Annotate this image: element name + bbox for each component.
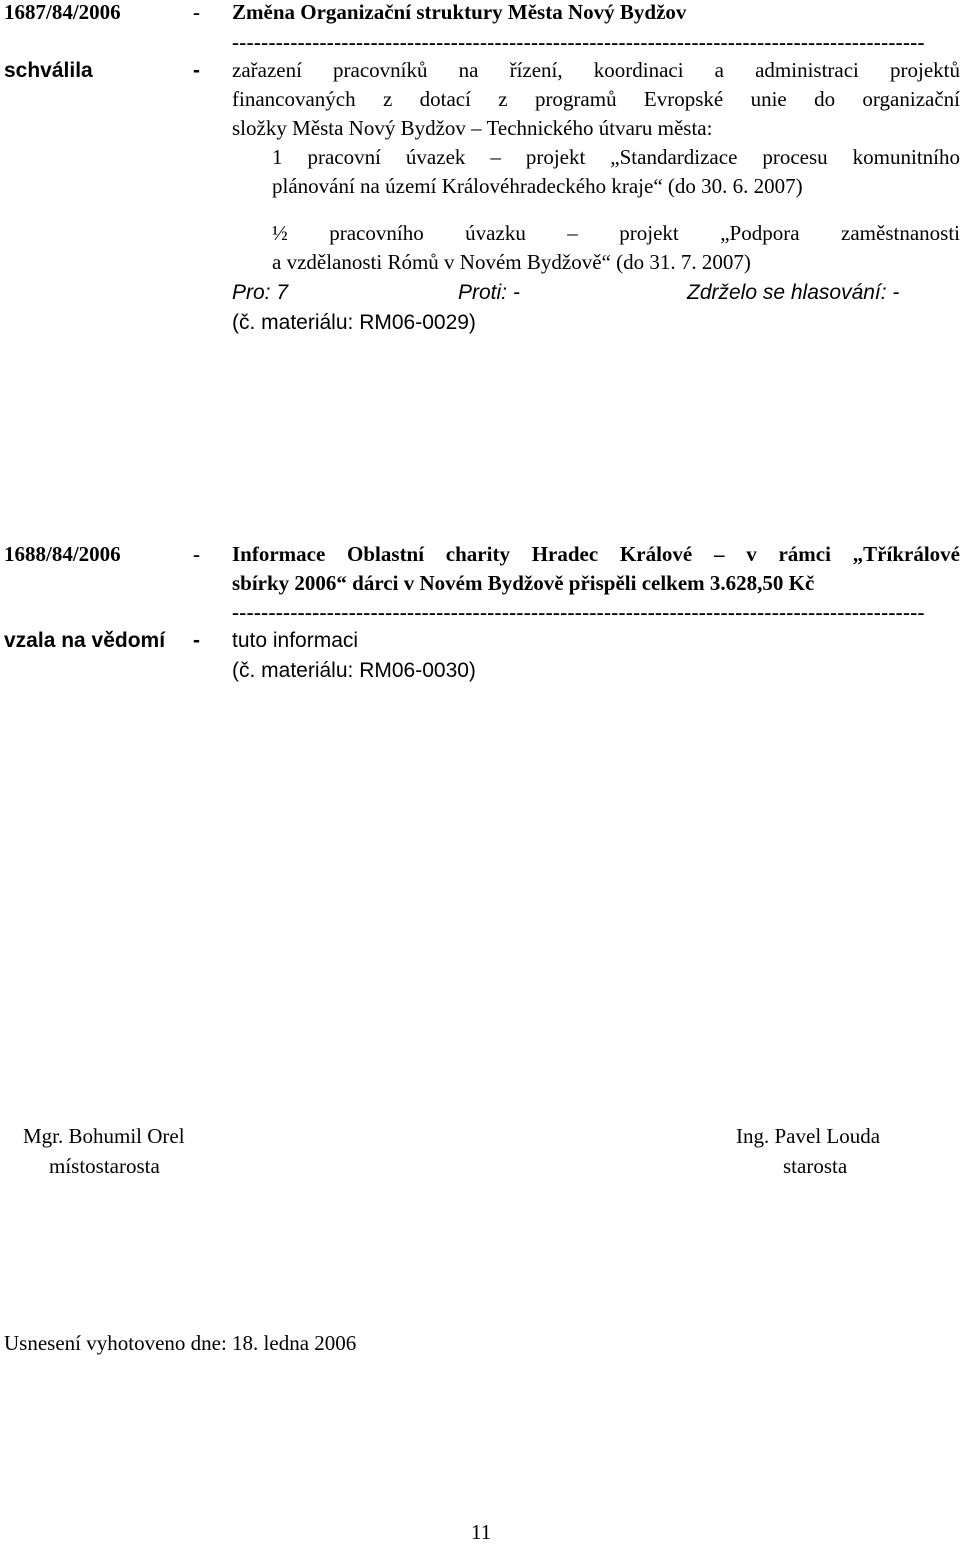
signature-left-name: Mgr. Bohumil Orel xyxy=(23,1124,185,1148)
resolution-1-item-2-line: a vzdělanosti Rómů v Novém Bydžově“ (do 31. 7. 2007) xyxy=(272,250,751,274)
resolution-1-separator: - xyxy=(193,0,200,24)
resolution-2-separator: - xyxy=(193,542,200,566)
resolution-1-text-line: financovaných z dotací z programů Evropské unie do organizační xyxy=(232,87,960,111)
resolution-2-divider: ----------------------------------------------------------------------------------------------- xyxy=(232,602,925,623)
resolution-1-text-line: zařazení pracovníků na řízení, koordinaci a administraci projektů xyxy=(232,58,960,82)
resolution-1-text-line: složky Města Nový Bydžov – Technického útvaru města: xyxy=(232,116,713,140)
resolution-1-number: 1687/84/2006 xyxy=(4,0,121,24)
resolution-2-action-separator: - xyxy=(193,629,200,652)
resolution-1-action-separator: - xyxy=(193,59,200,82)
signature-right-role: starosta xyxy=(783,1154,848,1178)
resolution-1-material: (č. materiálu: RM06-0029) xyxy=(232,311,476,334)
resolution-1-item-1-line: plánování na území Královéhradeckého kraje“ (do 30. 6. 2007) xyxy=(272,174,803,198)
resolution-1-item-1-line: 1 pracovní úvazek – projekt „Standardizace procesu komunitního xyxy=(272,145,960,169)
vote-zdrzelo: Zdrželo se hlasování: - xyxy=(687,281,900,304)
footer-note: Usnesení vyhotoveno dne: 18. ledna 2006 xyxy=(4,1331,357,1355)
resolution-2-action-label: vzala na vědomí xyxy=(4,629,166,652)
page-number: 11 xyxy=(471,1520,492,1544)
resolution-2-material: (č. materiálu: RM06-0030) xyxy=(232,659,476,682)
resolution-1-action-label: schválila xyxy=(4,59,93,82)
signature-right-name: Ing. Pavel Louda xyxy=(736,1124,881,1148)
vote-pro: Pro: 7 xyxy=(232,281,289,304)
resolution-2-text: tuto informaci xyxy=(232,629,359,652)
resolution-1-divider: ----------------------------------------------------------------------------------------------- xyxy=(232,32,925,53)
resolution-2-number: 1688/84/2006 xyxy=(4,542,121,566)
resolution-2-title-line: Informace Oblastní charity Hradec Králové – v rámci „Tříkrálové xyxy=(232,542,960,566)
resolution-2-title-line: sbírky 2006“ dárci v Novém Bydžově přispěli celkem 3.628,50 Kč xyxy=(232,571,815,595)
signature-left-role: místostarosta xyxy=(49,1154,160,1178)
resolution-1-title: Změna Organizační struktury Města Nový Bydžov xyxy=(232,0,687,24)
resolution-1-item-2-line: ½ pracovního úvazku – projekt „Podpora zaměstnanosti xyxy=(272,221,960,245)
vote-proti: Proti: - xyxy=(458,281,520,304)
